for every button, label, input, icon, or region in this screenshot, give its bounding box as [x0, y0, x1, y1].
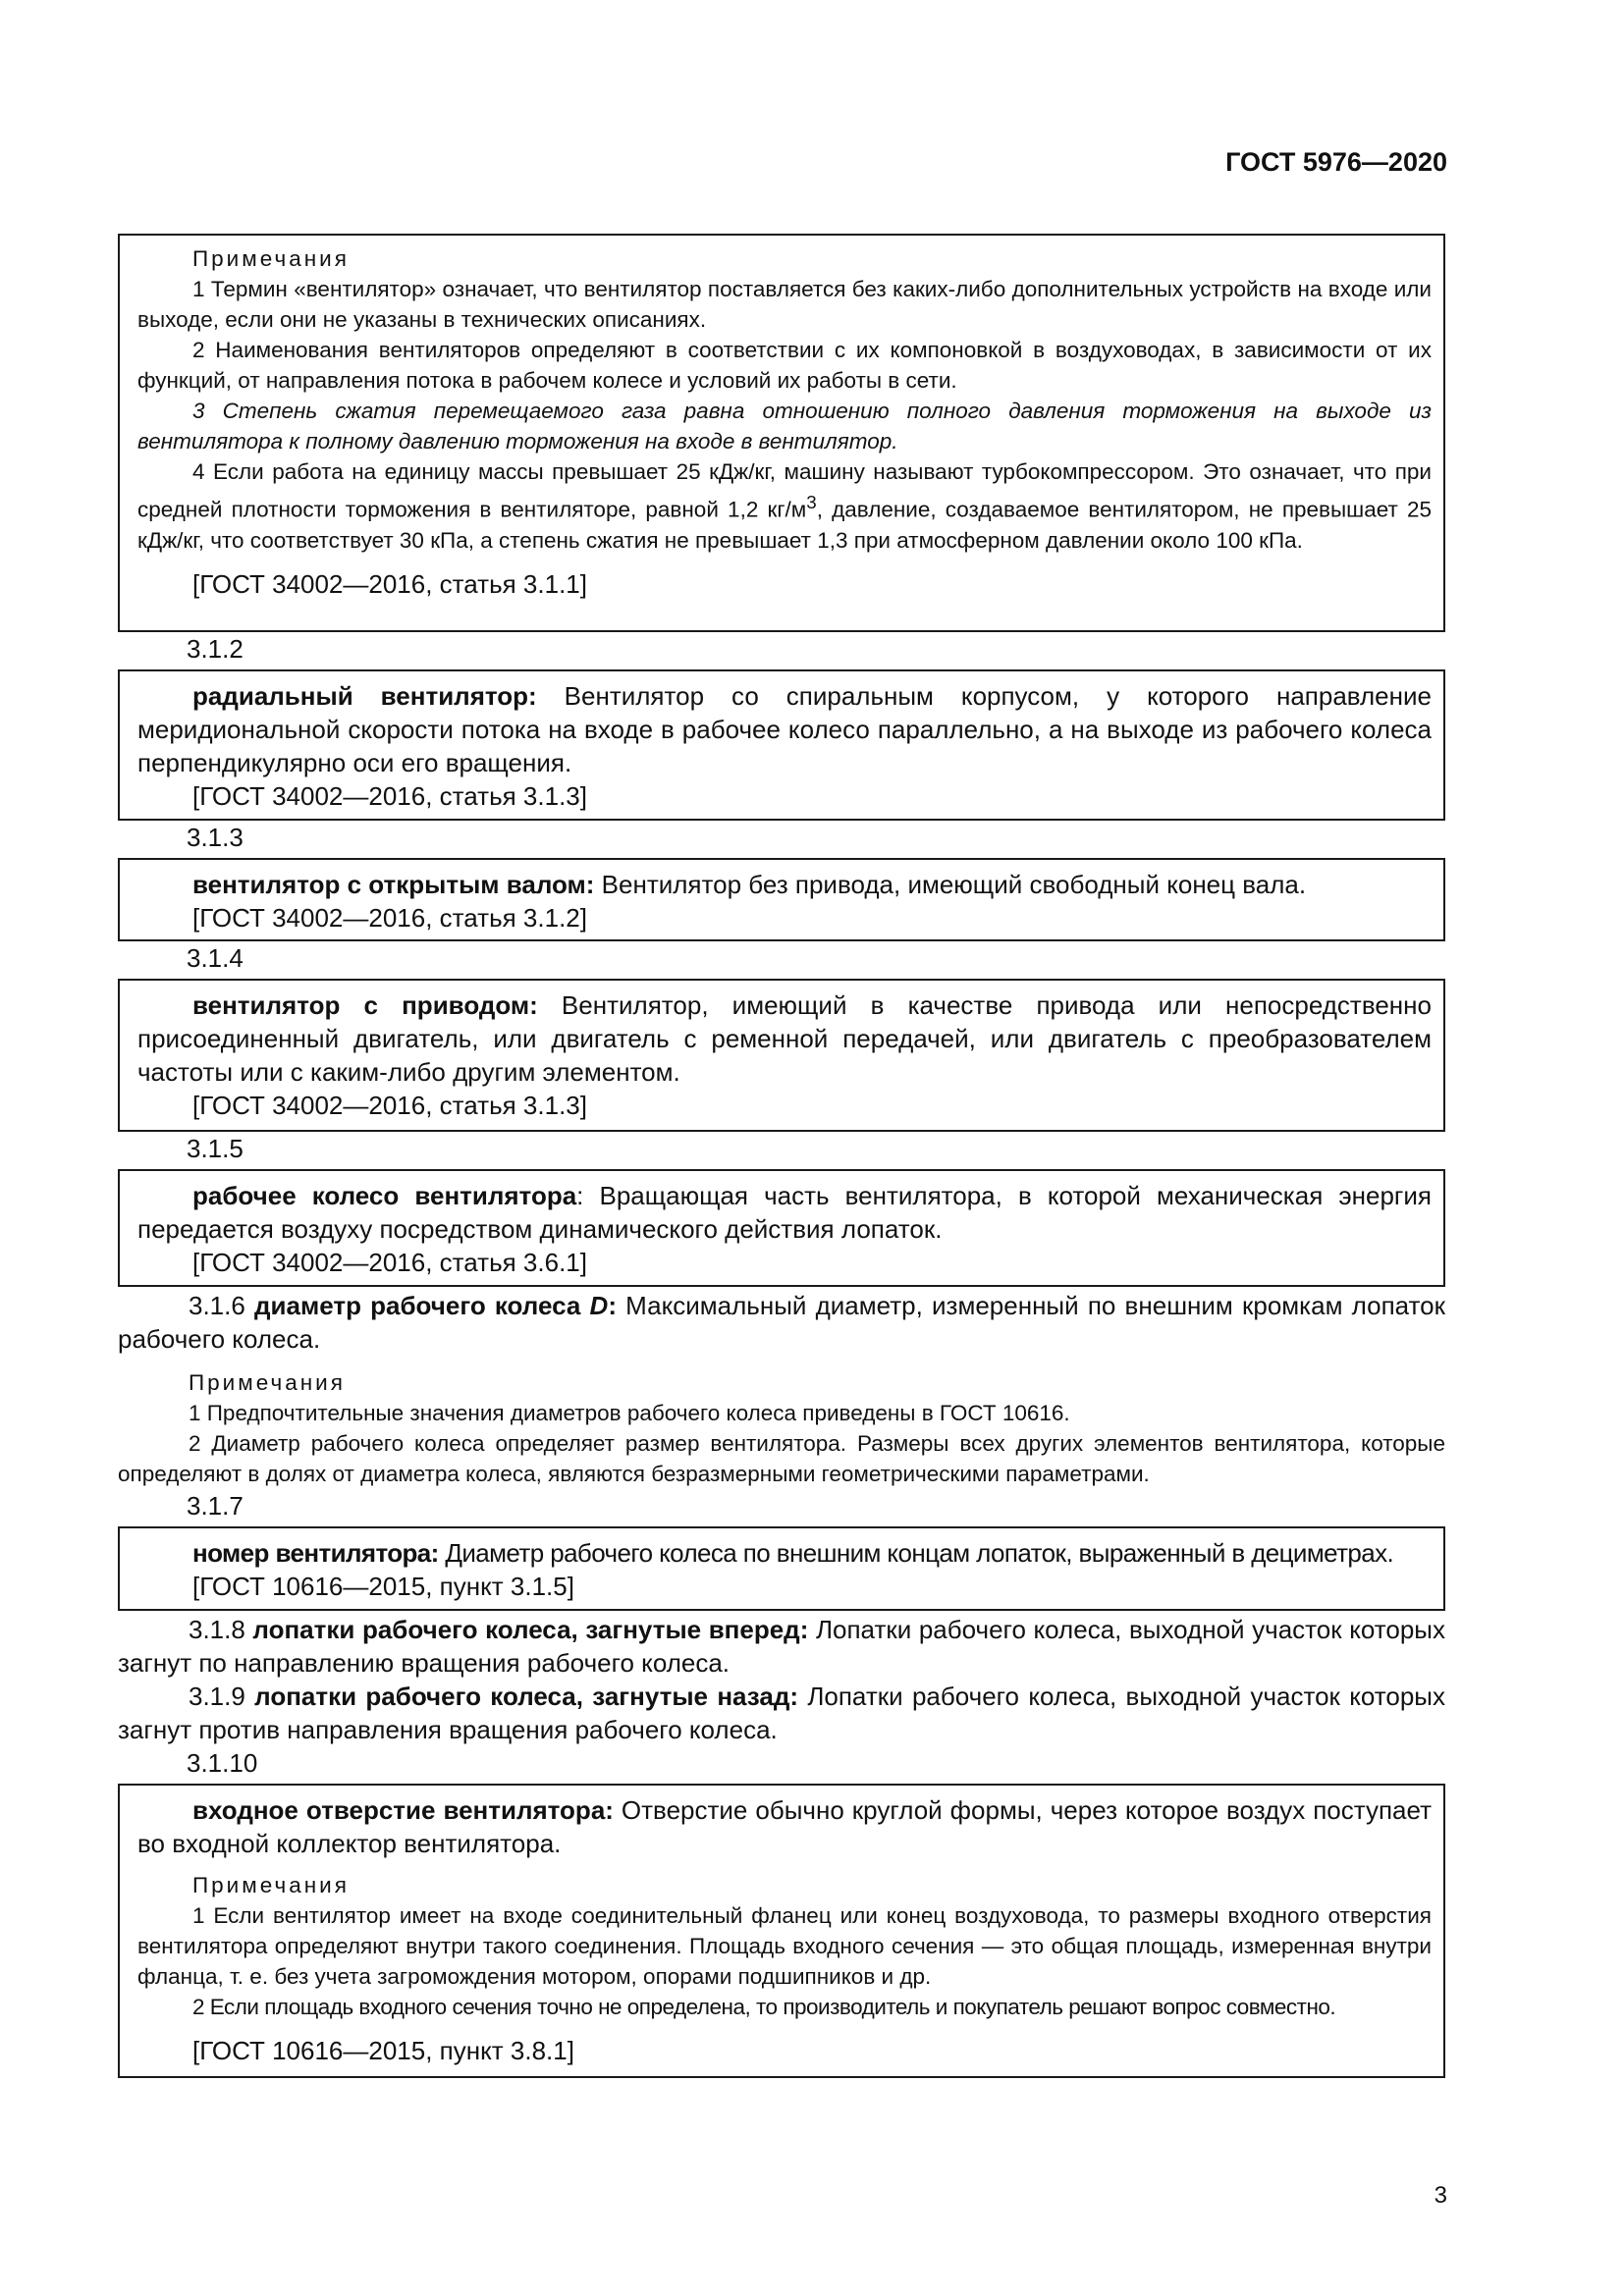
note-1: 1 Термин «вентилятор» означает, что вентилятор поставляется без каких-либо дополнительных устройств на входе или выходе, если они не указаны в технических описаниях.	[137, 277, 1432, 332]
definition-text: Лопатки рабочего колеса, выходной участок которых загнут по направлению вращения рабочего колеса.	[118, 1615, 1445, 1678]
term-definition	[118, 1680, 1445, 1746]
term-title: радиальный вентилятор:	[192, 681, 537, 711]
term-number-3-1-2: 3.1.2	[187, 634, 244, 664]
term-3-1-1-notes-box	[118, 234, 1445, 632]
term-title: вентилятор с открытым валом:	[192, 870, 595, 899]
term-definition	[137, 868, 1432, 901]
term-3-1-2-box	[118, 669, 1445, 821]
source-reference: [ГОСТ 34002—2016, статья 3.1.3]	[192, 781, 587, 811]
note-3: 3 Степень сжатия перемещаемого газа равна отношению полного давления торможения на выходе из вентилятора к полному давлению торможения на входе в вентилятор.	[137, 399, 1432, 454]
term-title: вентилятор с приводом:	[192, 990, 538, 1020]
term-3-1-3-box	[118, 858, 1445, 941]
definition-text: Отверстие обычно круглой формы, через которое воздух поступает во входной коллектор вентилятора.	[137, 1795, 1432, 1858]
term-number: 3.1.6	[189, 1291, 245, 1320]
note-2: 2 Диаметр рабочего колеса определяет размер вентилятора. Размеры всех других элементов вентилятора, которые определяют в долях от диаметра колеса, являются безразмерными геометрическими параметрами.	[118, 1431, 1445, 1486]
term-3-1-6-notes	[118, 1367, 1445, 1489]
document-header: ГОСТ 5976—2020	[1225, 147, 1447, 177]
notes-heading: Примечания	[192, 1873, 350, 1897]
note-4-text-b: , давление, создаваемое вентилятором, не превышает 25 кДж/кг, что соответствует 30 кПа, а степень сжатия не превышает 1,3 при атмосферном давлении около 100 кПа.	[137, 497, 1432, 553]
definition-text: Максимальный диаметр, измеренный по внешним кромкам лопаток рабочего колеса.	[118, 1291, 1445, 1354]
source-reference: [ГОСТ 34002—2016, статья 3.1.1]	[192, 568, 587, 599]
term-definition	[137, 1536, 1432, 1570]
term-3-1-4-box	[118, 979, 1445, 1132]
term-symbol: D	[589, 1291, 609, 1320]
term-number-3-1-7: 3.1.7	[187, 1491, 244, 1521]
source-reference: [ГОСТ 34002—2016, статья 3.6.1]	[192, 1248, 587, 1277]
notes-heading: Примечания	[189, 1370, 346, 1395]
note-4	[137, 456, 1432, 556]
term-title: лопатки рабочего колеса, загнутые назад:	[254, 1682, 799, 1711]
term-3-1-10-box	[118, 1784, 1445, 2078]
term-definition	[137, 1179, 1432, 1246]
notes-block	[137, 1870, 1432, 2022]
notes-heading: Примечания	[192, 246, 350, 271]
term-colon: :	[608, 1291, 617, 1320]
term-definition	[118, 1613, 1445, 1680]
note-1: 1 Если вентилятор имеет на входе соединительный фланец или конец воздуховода, то размеры входного отверстия вентилятора определяют внутри такого соединения. Площадь входного сечения — это общая площадь, измеренная внутри фланца, т. е. без учета загромождения мотором, опорами подшипников и др.	[137, 1903, 1432, 1989]
note-4-superscript: 3	[806, 492, 817, 512]
term-definition	[137, 988, 1432, 1089]
term-3-1-5-box	[118, 1169, 1445, 1287]
note-1: 1 Предпочтительные значения диаметров рабочего колеса приведены в ГОСТ 10616.	[189, 1401, 1070, 1425]
term-3-1-9	[118, 1680, 1445, 1746]
term-title: лопатки рабочего колеса, загнутые вперед:	[252, 1615, 809, 1644]
note-2: 2 Если площадь входного сечения точно не определена, то производитель и покупатель решают вопрос совместно.	[192, 1995, 1336, 2019]
source-reference: [ГОСТ 34002—2016, статья 3.1.2]	[192, 903, 587, 933]
term-title: диаметр рабочего колеса	[254, 1291, 581, 1320]
definition-text: : Вращающая часть вентилятора, в которой механическая энергия передается воздуху посредством динамического действия лопаток.	[137, 1181, 1432, 1244]
term-3-1-6	[118, 1289, 1445, 1356]
term-number: 3.1.8	[189, 1615, 245, 1644]
term-3-1-7-box	[118, 1526, 1445, 1611]
definition-text: Диаметр рабочего колеса по внешним концам лопаток, выраженный в дециметрах.	[438, 1538, 1394, 1568]
term-number-3-1-3: 3.1.3	[187, 823, 244, 852]
note-2: 2 Наименования вентиляторов определяют в соответствии с их компоновкой в воздуховодах, в зависимости от их функций, от направления потока в рабочем колесе и условий их работы в сети.	[137, 338, 1432, 393]
note-4-text-a: 4 Если работа на единицу массы превышает 25 кДж/кг, машину называют турбокомпрессором. Это означает, что при средней плотности торможения в вентиляторе, равной 1,2 кг/м	[137, 459, 1432, 522]
source-reference: [ГОСТ 10616—2015, пункт 3.8.1]	[192, 2036, 574, 2065]
definition-text: Вентилятор без привода, имеющий свободный конец вала.	[594, 870, 1307, 899]
term-title: номер вентилятора:	[192, 1538, 439, 1568]
term-title: рабочее колесо вентилятора	[192, 1181, 577, 1210]
term-title: входное отверстие вентилятора:	[192, 1795, 614, 1825]
definition-text: Вентилятор со спиральным корпусом, у которого направление меридиональной скорости потока на входе в рабочее колесо параллельно, а на выходе из рабочего колеса перпендикулярно оси его вращения.	[137, 681, 1432, 777]
term-number-3-1-4: 3.1.4	[187, 943, 244, 973]
page-number: 3	[1434, 2182, 1447, 2209]
source-reference: [ГОСТ 34002—2016, статья 3.1.3]	[192, 1091, 587, 1120]
term-number: 3.1.9	[189, 1682, 245, 1711]
term-3-1-8	[118, 1613, 1445, 1680]
source-reference: [ГОСТ 10616—2015, пункт 3.1.5]	[192, 1572, 574, 1601]
term-definition	[137, 1793, 1432, 1860]
notes-block	[137, 243, 1432, 556]
term-definition	[118, 1289, 1445, 1356]
definition-text: Вентилятор, имеющий в качестве привода или непосредственно присоединенный двигатель, или двигатель с ременной передачей, или двигатель с преобразователем частоты или с каким-либо другим элементом.	[137, 990, 1432, 1087]
term-number-3-1-5: 3.1.5	[187, 1134, 244, 1163]
term-number-3-1-10: 3.1.10	[187, 1748, 258, 1778]
term-definition	[137, 679, 1432, 779]
definition-text: Лопатки рабочего колеса, выходной участок которых загнут против направления вращения рабочего колеса.	[118, 1682, 1445, 1744]
